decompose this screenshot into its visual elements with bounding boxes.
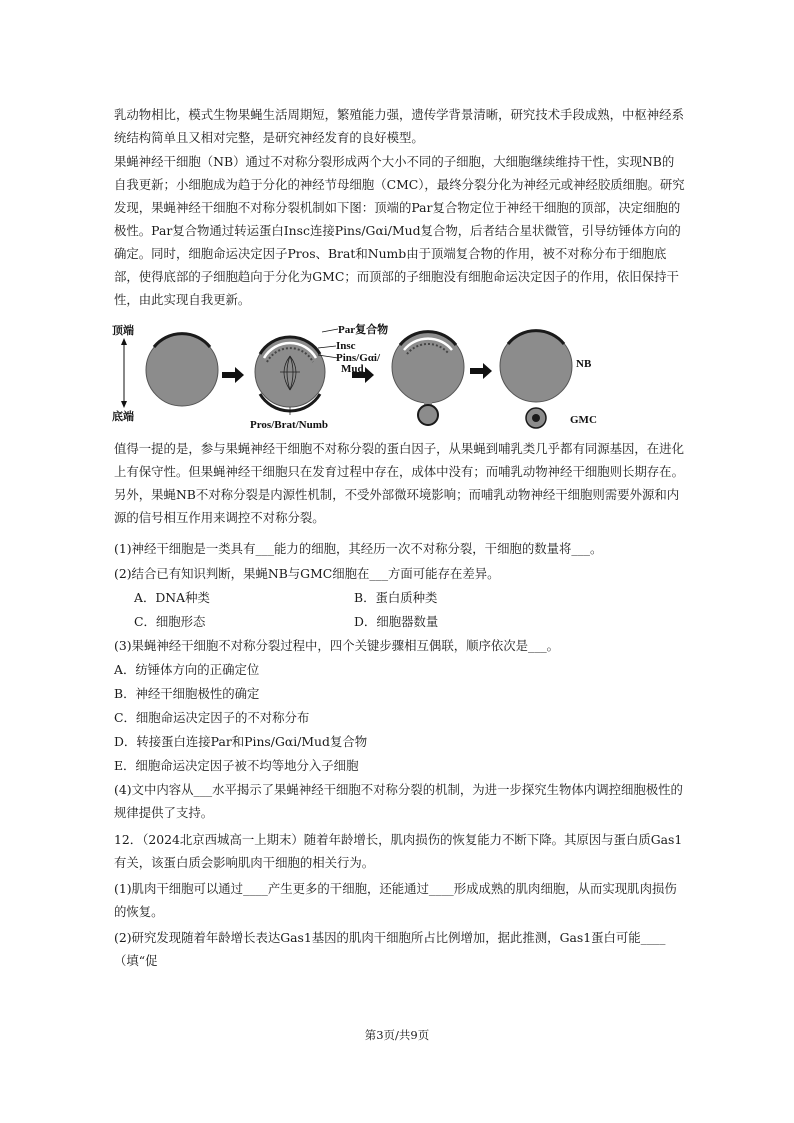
question-1: (1)神经干细胞是一类具有___能力的细胞，其经历一次不对称分裂，干细胞的数量将___。 — [114, 541, 603, 556]
cell-stage-3 — [392, 331, 464, 425]
cell-stage-2 — [255, 337, 325, 411]
apex-label: 顶端 — [112, 325, 134, 337]
question-12-stem: 12．（2024北京西城高一上期末）随着年龄增长，肌肉损伤的恢复能力不断下降。其原因与蛋白质Gas1有关，该蛋白质会影响肌肉干细胞的相关行为。 — [114, 832, 683, 870]
asymmetric-division-figure — [110, 320, 690, 432]
cell-stage-4-gmc — [526, 408, 546, 428]
question-12-2: (2)研究发现随着年龄增长表达Gas1基因的肌肉干细胞所占比例增加，据此推测，Gas1蛋白可能____（填“促 — [114, 930, 666, 968]
q2-option-a: A．DNA种类 — [134, 590, 210, 605]
page-footer: 第3页/共9页 — [364, 1028, 430, 1042]
question-2: (2)结合已有知识判断，果蝇NB与GMC细胞在___方面可能存在差异。 — [114, 566, 500, 581]
insc-label: Insc — [336, 340, 356, 352]
paragraph-intro: 乳动物相比，模式生物果蝇生活周期短，繁殖能力强，遗传学背景清晰，研究技术手段成熟，中枢神经系统结构简单且又相对完整，是研究神经发育的良好模型。 — [114, 107, 684, 145]
pros-brat-numb-label: Pros/Brat/Numb — [250, 419, 329, 431]
cell-stage-1 — [146, 334, 218, 406]
arrow-1 — [222, 367, 244, 383]
q3-option-a: A．纺锤体方向的正确定位 — [114, 662, 260, 677]
paragraph-mechanism: 果蝇神经干细胞（NB）通过不对称分裂形成两个大小不同的子细胞，大细胞继续维持干性，实现NB的自我更新；小细胞成为趋于分化的神经节母细胞（CMC），最终分裂分化为神经元或神经胶质细胞。研究发现，果蝇神经干细胞不对称分裂机制如下图：顶端的Par复合物定位于神经干细胞的顶部，决定细胞的极性。Par复合物通过转运蛋白Insc连接Pins/Gαi/Mud复合物，后者结合星状微管，引导纺锤体方向的确定。同时，细胞命运决定因子Pros、Brat和Numb由于顶端复合物的作用，被不对称分布于细胞底部，使得底部的子细胞趋向于分化为GMC；而顶部的子细胞没有细胞命运决定因子的作用，依旧保持干性，由此实现自我更新。 — [114, 154, 685, 307]
gmc-label: GMC — [570, 414, 597, 426]
pins-label: Pins/Gαi/ — [336, 352, 381, 364]
mud-label: Mud — [341, 363, 364, 375]
q3-option-c: C．细胞命运决定因子的不对称分布 — [114, 710, 310, 725]
par-complex-label: Par复合物 — [338, 324, 389, 336]
q2-option-c: C．细胞形态 — [134, 614, 206, 629]
q3-option-d: D．转接蛋白连接Par和Pins/Gαi/Mud复合物 — [114, 734, 368, 749]
base-label: 底端 — [112, 411, 134, 423]
vertical-axis-arrow — [121, 338, 127, 408]
question-4: (4)文中内容从___水平揭示了果蝇神经干细胞不对称分裂的机制，为进一步探究生物体内调控细胞极性的规律提供了支持。 — [114, 782, 683, 820]
q2-option-d: D．细胞器数量 — [354, 614, 439, 629]
question-12-1: (1)肌肉干细胞可以通过____产生更多的干细胞，还能通过____形成成熟的肌肉细胞，从而实现肌肉损伤的恢复。 — [114, 881, 677, 919]
nb-label: NB — [576, 358, 592, 370]
arrow-3 — [470, 363, 492, 379]
q3-option-e: E．细胞命运决定因子被不均等地分入子细胞 — [114, 758, 359, 773]
q2-option-b: B．蛋白质种类 — [354, 590, 438, 605]
cell-stage-4-nb — [500, 330, 572, 402]
q3-option-b: B．神经干细胞极性的确定 — [114, 686, 260, 701]
paragraph-conservation: 值得一提的是，参与果蝇神经干细胞不对称分裂的蛋白因子，从果蝇到哺乳类几乎都有同源基因，在进化上有保守性。但果蝇神经干细胞只在发育过程中存在，成体中没有；而哺乳动物神经干细胞则长期存在。另外，果蝇NB不对称分裂是内源性机制，不受外部微环境影响；而哺乳动物神经干细胞则需要外源和内源的信号相互作用来调控不对称分裂。 — [114, 441, 684, 525]
question-3: (3)果蝇神经干细胞不对称分裂过程中，四个关键步骤相互偶联，顺序依次是___。 — [114, 638, 560, 653]
